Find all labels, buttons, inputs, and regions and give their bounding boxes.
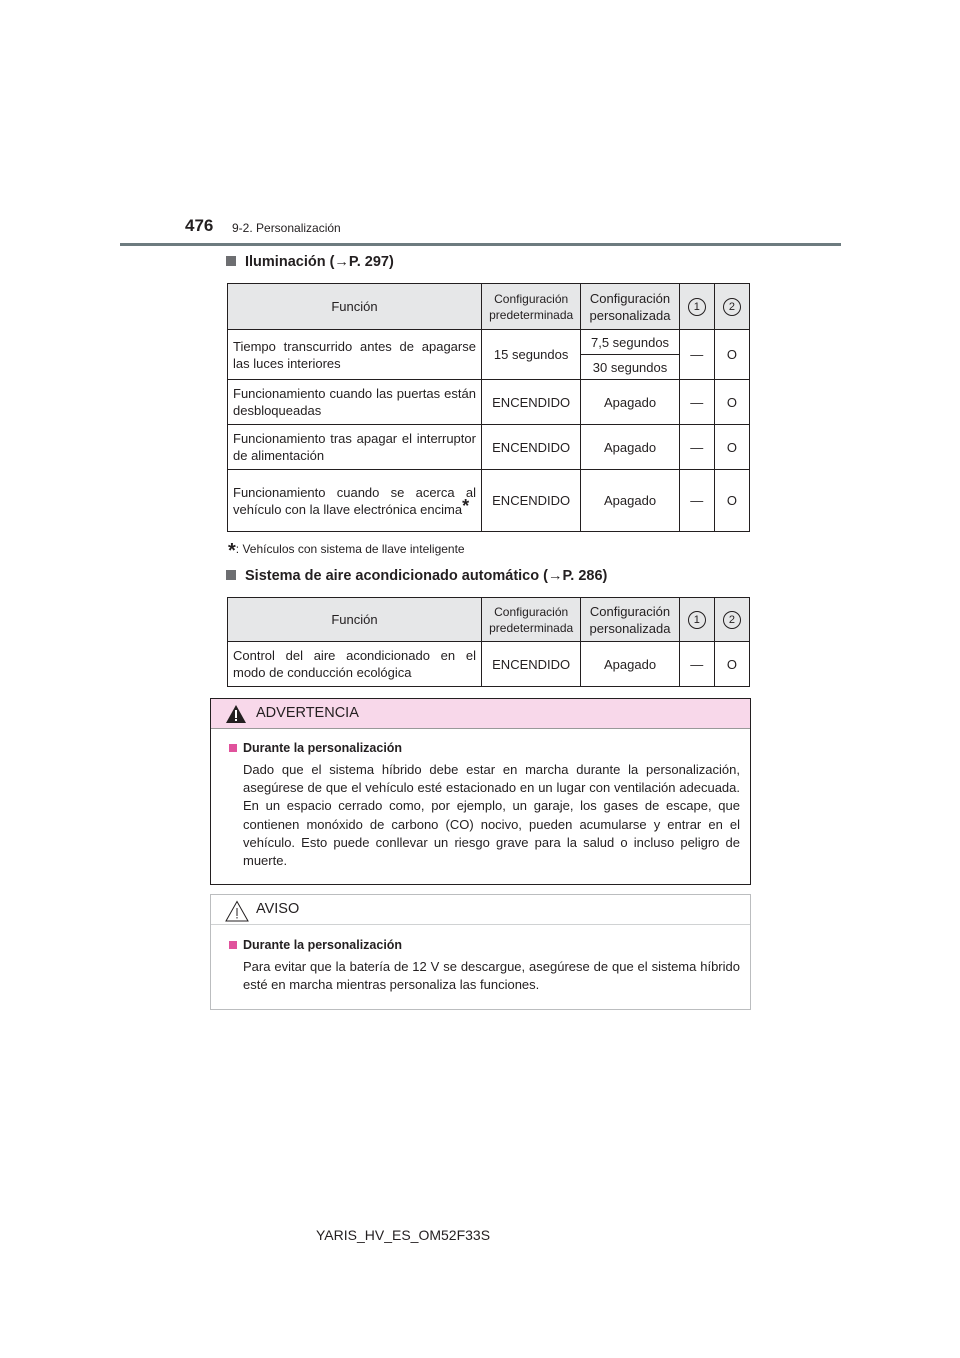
row-custom: Apagado bbox=[581, 470, 679, 532]
row-col-1: — bbox=[679, 380, 714, 425]
warning-triangle-icon bbox=[225, 704, 247, 724]
footer-code: YARIS_HV_ES_OM52F33S bbox=[316, 1227, 491, 1243]
header-default: Configuración predeterminada bbox=[481, 284, 580, 330]
row-function: Funcionamiento tras apagar el interruptor de alimentación bbox=[228, 425, 482, 470]
heading-aire-acondicionado bbox=[226, 568, 607, 584]
row-col-2: O bbox=[714, 330, 749, 380]
square-bullet-icon bbox=[229, 744, 237, 752]
table-header-row bbox=[228, 598, 750, 642]
header-funcion: Función bbox=[228, 284, 482, 330]
header-funcion: Función bbox=[228, 598, 482, 642]
header-col-2 bbox=[714, 284, 749, 330]
circled-one-icon: 1 bbox=[688, 611, 706, 629]
table-row bbox=[228, 330, 750, 355]
notice-body: Para evitar que la batería de 12 V se descargue, asegúrese de que el sistema híbrido esté en marcha mientras personaliza las funciones. bbox=[243, 959, 740, 993]
section-title: 9-2. Personalización bbox=[232, 221, 341, 235]
row-col-1: — bbox=[679, 425, 714, 470]
notice-title: AVISO bbox=[256, 901, 300, 917]
row-default: ENCENDIDO bbox=[481, 470, 580, 532]
table-iluminacion bbox=[227, 283, 750, 532]
row-function: Control del aire acondicionado en el modo de conducción ecológica bbox=[228, 642, 482, 687]
row-default: 15 segundos bbox=[481, 330, 580, 380]
warning-box bbox=[210, 698, 751, 885]
table-row bbox=[228, 380, 750, 425]
footnote-asterisk: * bbox=[228, 540, 236, 562]
row-function: Tiempo transcurrido antes de apagarse las luces interiores bbox=[228, 330, 482, 380]
row-col-2: O bbox=[714, 642, 749, 687]
circled-one-icon: 1 bbox=[688, 298, 706, 316]
notice-subheading-text: Durante la personalización bbox=[243, 938, 403, 952]
heading-text: Sistema de aire acondicionado automático (→P. 286) bbox=[245, 568, 608, 584]
header-custom: Configuración personalizada bbox=[581, 598, 679, 642]
table-aire-acondicionado bbox=[227, 597, 750, 687]
table-row bbox=[228, 642, 750, 687]
footnote bbox=[228, 540, 465, 563]
row-default: ENCENDIDO bbox=[481, 380, 580, 425]
warning-header bbox=[211, 699, 750, 729]
row-col-2: O bbox=[714, 470, 749, 532]
heading-iluminacion bbox=[226, 254, 394, 270]
header-rule bbox=[120, 243, 841, 246]
notice-header bbox=[211, 895, 750, 925]
caution-triangle-icon bbox=[225, 900, 249, 922]
header-default: Configuración predeterminada bbox=[481, 598, 580, 642]
circled-two-icon: 2 bbox=[723, 611, 741, 629]
row-col-2: O bbox=[714, 425, 749, 470]
warning-body: Dado que el sistema híbrido debe estar en marcha durante la personalización, asegúrese de que el vehículo esté estacionado en un lugar con ventilación adecuada. En un espacio cerrado como, por ejemplo, un garaje, los gases de escape, que contienen monóxido de carbono (CO) nocivo, pueden acumularse y entrar en el vehículo. Esto puede conllevar un riesgo grave para la salud o incluso peligro de muerte. bbox=[243, 762, 740, 869]
table-header-row bbox=[228, 284, 750, 330]
header-col-2 bbox=[714, 598, 749, 642]
row-custom: Apagado bbox=[581, 425, 679, 470]
row-function: Funcionamiento cuando se acerca al vehículo con la llave electrónica encima bbox=[233, 484, 476, 517]
row-col-2: O bbox=[714, 380, 749, 425]
warning-subheading bbox=[229, 741, 402, 755]
table-row bbox=[228, 425, 750, 470]
row-default: ENCENDIDO bbox=[481, 642, 580, 687]
footnote-text: : Vehículos con sistema de llave inteligente bbox=[235, 542, 465, 556]
notice-box bbox=[210, 894, 751, 1010]
row-col-1: — bbox=[679, 330, 714, 380]
page-number: 476 bbox=[185, 216, 214, 235]
row-function-cell bbox=[228, 470, 482, 532]
square-bullet-icon bbox=[226, 256, 236, 266]
row-custom: 7,5 segundos bbox=[581, 330, 679, 355]
circled-two-icon: 2 bbox=[723, 298, 741, 316]
header-col-1 bbox=[679, 598, 714, 642]
row-custom: Apagado bbox=[581, 380, 679, 425]
header-custom: Configuración personalizada bbox=[581, 284, 679, 330]
row-default: ENCENDIDO bbox=[481, 425, 580, 470]
warning-subheading-text: Durante la personalización bbox=[243, 741, 403, 755]
row-col-1: — bbox=[679, 470, 714, 532]
header-col-1 bbox=[679, 284, 714, 330]
square-bullet-icon bbox=[226, 570, 236, 580]
warning-title: ADVERTENCIA bbox=[256, 705, 359, 721]
table-row bbox=[228, 470, 750, 532]
heading-text: Iluminación (→P. 297) bbox=[245, 254, 394, 270]
square-bullet-icon bbox=[229, 941, 237, 949]
row-custom: Apagado bbox=[581, 642, 679, 687]
row-col-1: — bbox=[679, 642, 714, 687]
notice-subheading bbox=[229, 938, 402, 952]
row-custom: 30 segundos bbox=[581, 355, 679, 380]
asterisk-mark: * bbox=[462, 495, 470, 516]
row-function: Funcionamiento cuando las puertas están desbloqueadas bbox=[228, 380, 482, 425]
